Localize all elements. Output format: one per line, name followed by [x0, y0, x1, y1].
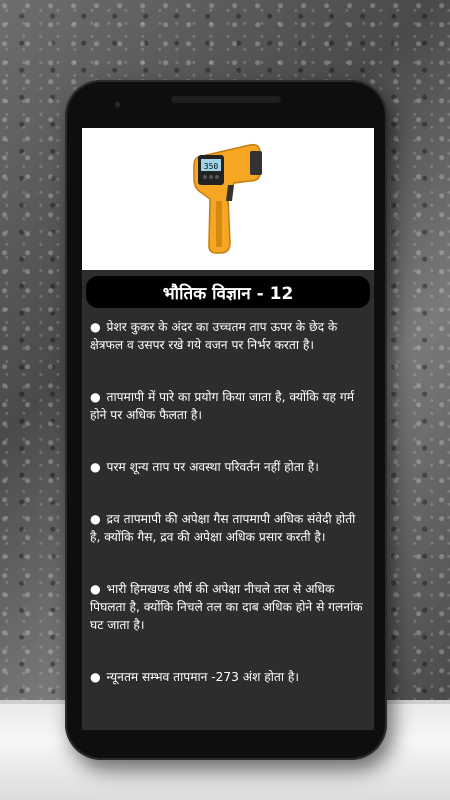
list-item	[90, 580, 368, 634]
bullet-icon: ●	[90, 390, 101, 404]
fact-text: द्रव तापमापी की अपेक्षा गैस तापमापी अधिक संवेदी होती है, क्योंकि गैस, द्रव की अपेक्षा अधिक प्रसार करती है।	[90, 512, 356, 544]
fact-text: प्रेशर कुकर के अंदर का उच्चतम ताप ऊपर के छेद के क्षेत्रफल व उसपर रखे गये वजन पर निर्भर करता है।	[90, 320, 338, 352]
phone-screen	[82, 128, 374, 730]
fact-text: न्यूनतम सम्भव तापमान -273 अंश होता है।	[106, 670, 299, 684]
infrared-thermometer-icon	[188, 139, 268, 259]
bullet-icon: ●	[90, 582, 101, 596]
page-title: भौतिक विज्ञान - 12	[162, 283, 294, 304]
list-item	[90, 458, 368, 476]
bullet-icon: ●	[90, 460, 101, 474]
bullet-icon: ●	[90, 670, 101, 684]
list-item	[90, 510, 368, 546]
list-item	[90, 668, 368, 686]
bullet-icon: ●	[90, 512, 101, 526]
fact-text: तापमापी में पारे का प्रयोग किया जाता है, क्योंकि यह गर्म होने पर अधिक फैलता है।	[90, 390, 355, 422]
fact-text: भारी हिमखण्ड शीर्ष की अपेक्षा नीचले तल से अधिक पिघलता है, क्योंकि निचले तल का दाब अधिक होने से गलनांक घट जाता है।	[90, 582, 363, 632]
svg-text:350: 350	[203, 162, 219, 171]
phone-frame	[65, 80, 387, 760]
title-bar	[86, 276, 370, 308]
list-item	[90, 388, 368, 424]
earpiece-speaker	[171, 96, 281, 103]
front-camera	[113, 100, 122, 109]
bullet-icon: ●	[90, 320, 101, 334]
fact-text: परम शून्य ताप पर अवस्था परिवर्तन नहीं होता है।	[106, 460, 319, 474]
hero-image	[82, 128, 374, 270]
facts-list	[82, 308, 374, 686]
list-item	[90, 318, 368, 354]
